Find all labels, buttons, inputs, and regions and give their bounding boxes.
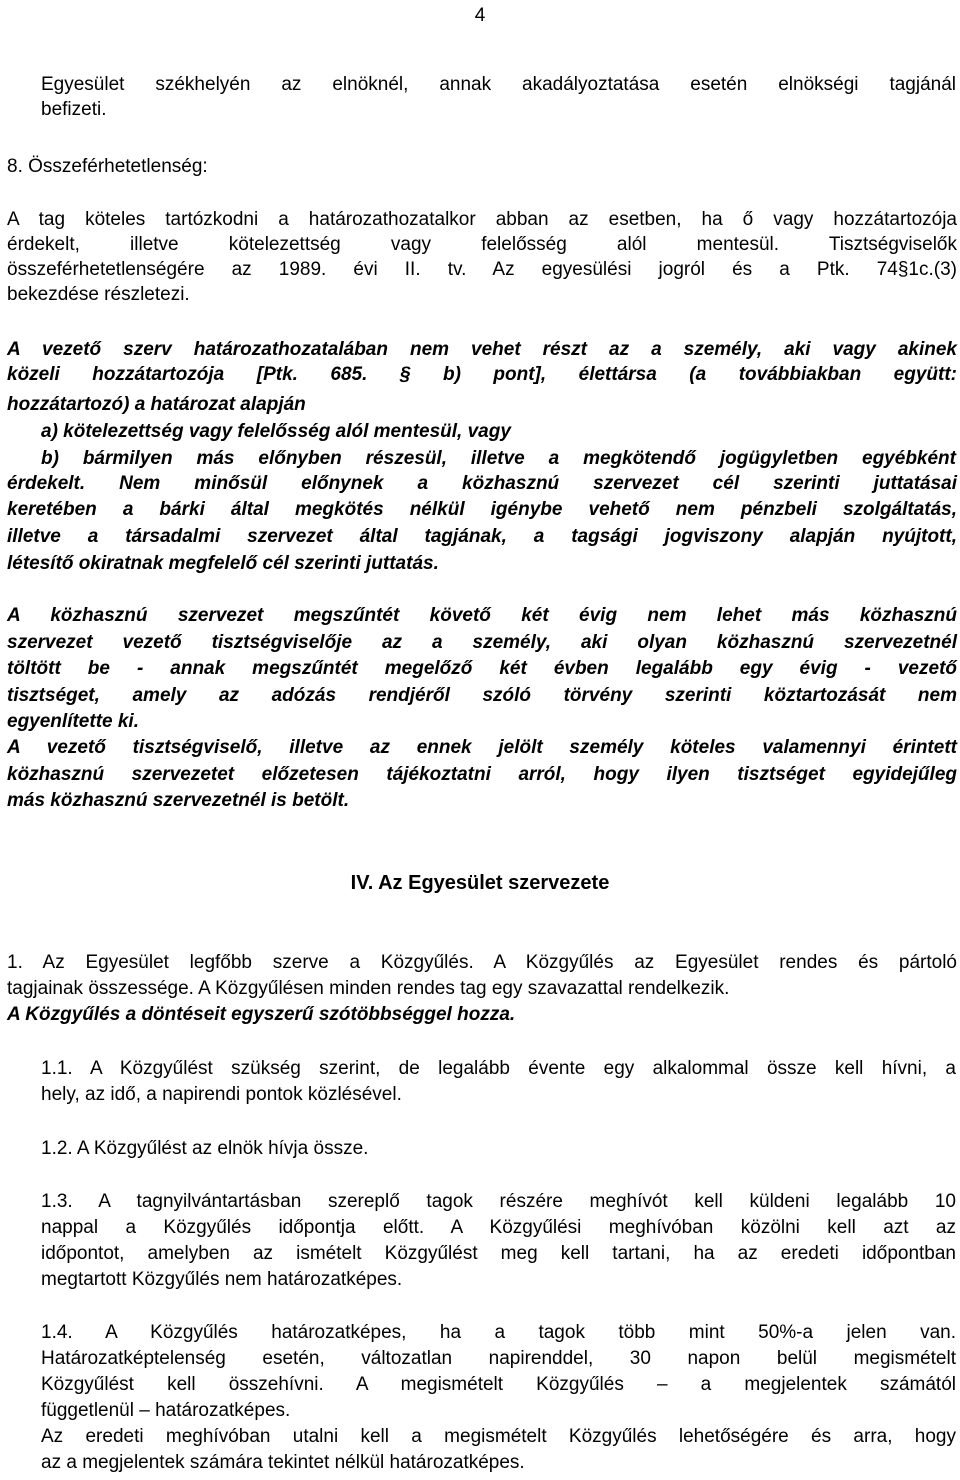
section-iv-p12-line1: 1.2. A Közgyűlést az elnök hívja össze. <box>41 1138 369 1159</box>
section-iv-p13-line4: megtartott Közgyűlés nem határozatképes. <box>41 1269 403 1290</box>
section-iv-p13-line2: nappal a Közgyűlés időpontja előtt. A Közgyűlési meghívóban közölni kell azt az <box>41 1217 956 1238</box>
bold-para1-line2: közeli hozzátartozója [Ptk. 685. § b) pont], élettársa (a továbbiakban együtt: <box>7 364 957 385</box>
section-8-title: 8. Összeférhetetlenség: <box>7 156 208 177</box>
bold-para3-line2: közhasznú szervezetet előzetesen tájékoztatni arról, hogy ilyen tisztséget egyidejűleg <box>7 764 957 785</box>
intro-line-2: befizeti. <box>41 99 107 120</box>
section-iv-p1-line1: 1. Az Egyesület legfőbb szerve a Közgyűlés. A Közgyűlés az Egyesület rendes és pártoló <box>7 952 957 973</box>
section-iv-p1-line2: tagjainak összessége. A Közgyűlésen minden rendes tag egy szavazattal rendelkezik. <box>7 978 730 999</box>
section-iv-p14-line1: 1.4. A Közgyűlés határozatképes, ha a tagok több mint 50%-a jelen van. <box>41 1322 956 1343</box>
bold-para2-line5: egyenlítette ki. <box>7 711 139 732</box>
section-iv-p13-line1: 1.3. A tagnyilvántartásban szereplő tagok részére meghívót kell küldeni legalább 10 <box>41 1191 956 1212</box>
section-iv-p11-line1: 1.1. A Közgyűlést szükség szerint, de legalább évente egy alkalommal össze kell hívni, a <box>41 1058 956 1079</box>
bold-para2-line2: szervezet vezető tisztségviselője az a személy, aki olyan közhasznú szervezetnél <box>7 632 957 653</box>
section-iv-p13-line3: időpontot, amelyben az ismételt Közgyűlést meg kell tartani, ha az eredeti időpontban <box>41 1243 956 1264</box>
section-iv-p1-line3: A Közgyűlés a döntéseit egyszerű szótöbbséggel hozza. <box>7 1004 516 1025</box>
bold-para2-line1: A közhasznú szervezet megszűntét követő két évig nem lehet más közhasznú <box>7 605 957 626</box>
bold-para1-line3: hozzátartozó) a határozat alapján <box>7 394 306 415</box>
intro-line-1: Egyesület székhelyén az elnöknél, annak akadályoztatása esetén elnökségi tagjánál <box>41 74 956 95</box>
bold-para1-line8: illetve a társadalmi szervezet által tagjának, a tagsági jogviszony alapján nyújtott, <box>7 526 957 547</box>
section-iv-p14-line2: Határozatképtelenség esetén, változatlan napirenddel, 30 napon belül megismételt <box>41 1348 956 1369</box>
bold-para1-line6: érdekelt. Nem minősül előnynek a közhasznú szervezet cél szerinti juttatásai <box>7 473 957 494</box>
bold-para1-line9: létesítő okiratnak megfelelő cél szerinti juttatás. <box>7 553 439 574</box>
bold-para3-line3: más közhasznú szervezetnél is betölt. <box>7 790 350 811</box>
section-8-para1-line4: bekezdése részletezi. <box>7 284 190 305</box>
section-iv-p14-line6: az a megjelentek számára tekintet nélkül határozatképes. <box>41 1452 525 1473</box>
section-iv-p14-line3: Közgyűlést kell összehívni. A megismételt Közgyűlés – a megjelentek számától <box>41 1374 956 1395</box>
bold-para1-line7: keretében a bárki által megkötés nélkül igénybe vehető nem pénzbeli szolgáltatás, <box>7 499 957 520</box>
section-iv-heading: IV. Az Egyesület szervezete <box>350 872 610 894</box>
section-8-para1-line3: összeférhetetlenségére az 1989. évi II. tv. Az egyesülési jogról és a Ptk. 74§1c.(3) <box>7 259 957 280</box>
bold-para2-line4: tisztséget, amely az adózás rendjéről szóló törvény szerinti köztartozását nem <box>7 685 957 706</box>
section-8-para1-line1: A tag köteles tartózkodni a határozathozatalkor abban az esetben, ha ő vagy hozzátartozója <box>7 209 957 230</box>
bold-para1-line1: A vezető szerv határozathozatalában nem vehet részt az a személy, aki vagy akinek <box>7 339 957 360</box>
section-iv-p11-line2: hely, az idő, a napirendi pontok közlésével. <box>41 1084 402 1105</box>
section-iv-p14-line4: függetlenül – határozatképes. <box>41 1400 291 1421</box>
section-iv-p14-line5: Az eredeti meghívóban utalni kell a megismételt Közgyűlés lehetőségére és arra, hogy <box>41 1426 956 1447</box>
section-8-para1-line2: érdekelt, illetve kötelezettség vagy felelősség alól mentesül. Tisztségviselők <box>7 234 957 255</box>
bold-para1-line4: a) kötelezettség vagy felelősség alól mentesül, vagy <box>41 421 511 442</box>
bold-para3-line1: A vezető tisztségviselő, illetve az ennek jelölt személy köteles valamennyi érintett <box>7 737 957 758</box>
bold-para1-line5: b) bármilyen más előnyben részesül, illetve a megkötendő jogügyletben egyébként <box>41 448 956 469</box>
page-number: 4 <box>474 5 486 26</box>
bold-para2-line3: töltött be - annak megszűntét megelőző két évben legalább egy évig - vezető <box>7 658 957 679</box>
